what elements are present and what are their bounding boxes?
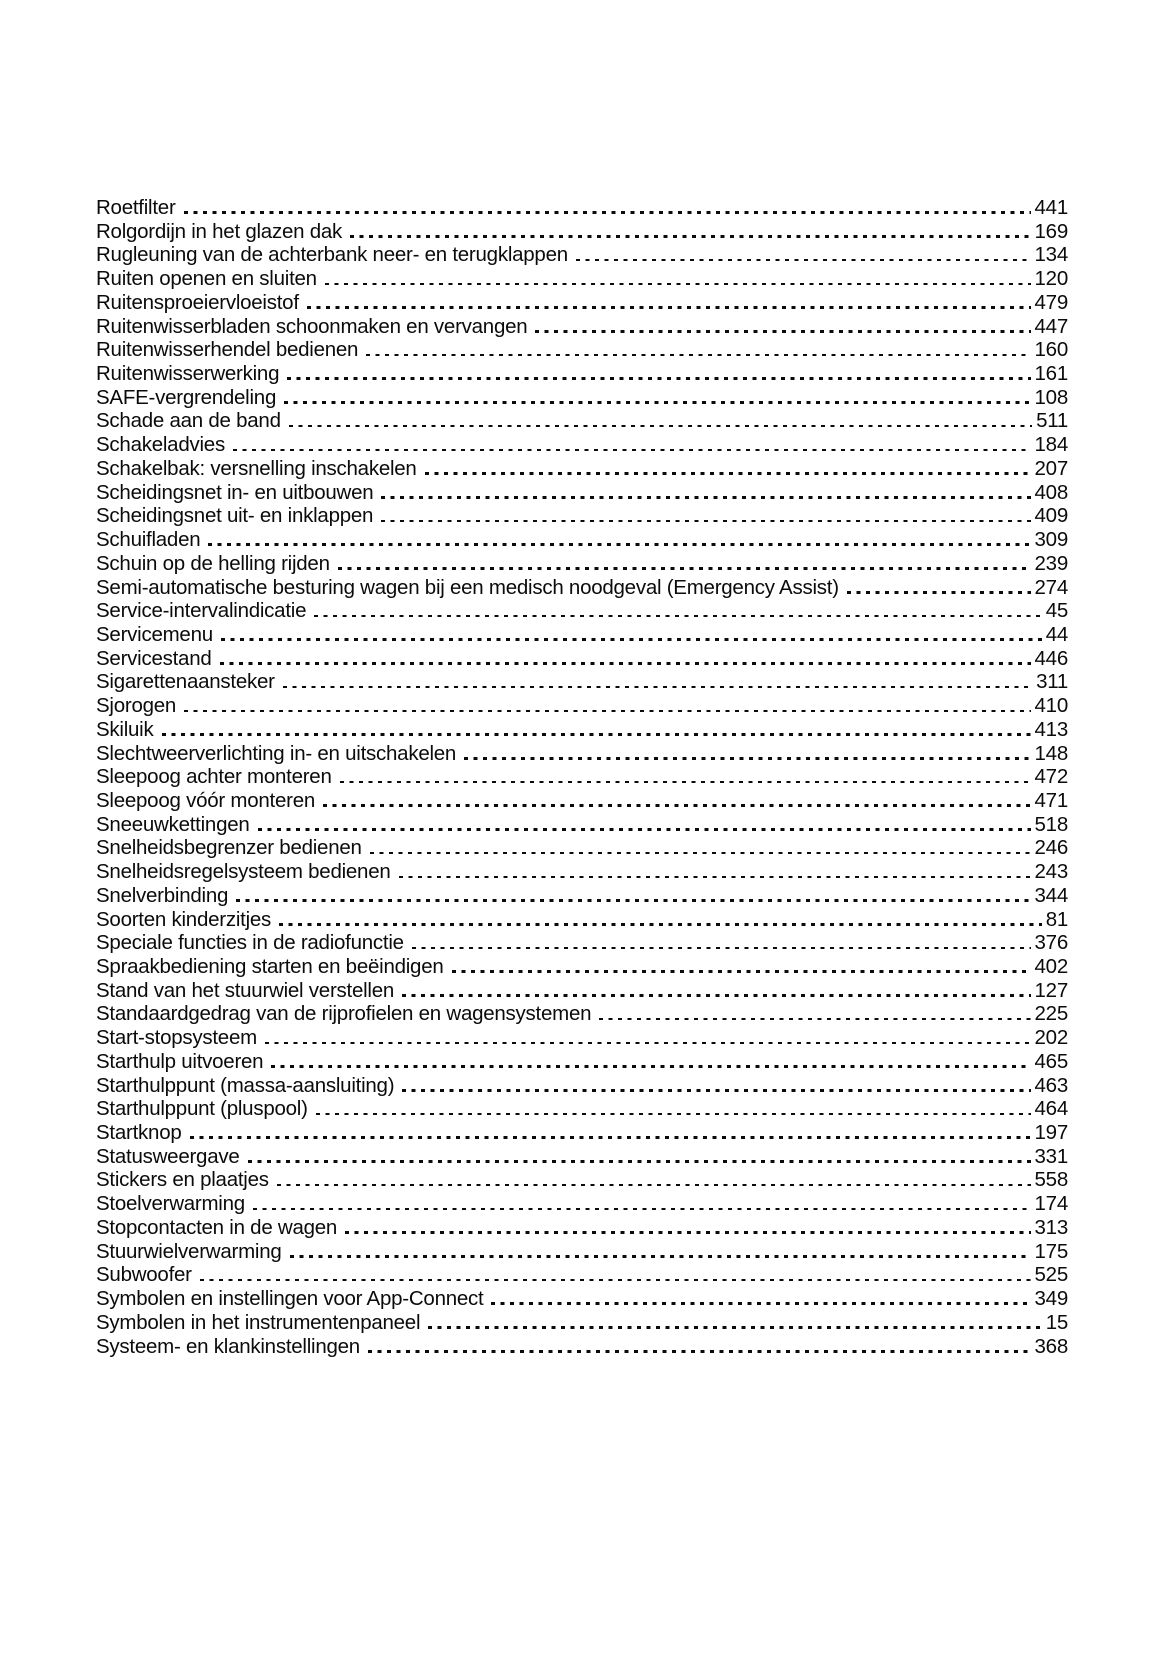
entry-page-number: 511 bbox=[1036, 409, 1068, 433]
entry-page-number: 309 bbox=[1034, 528, 1068, 552]
dot-leader bbox=[221, 638, 1042, 641]
entry-label: Rugleuning van de achterbank neer- en terugklappen bbox=[96, 243, 568, 267]
dot-leader bbox=[233, 449, 1031, 452]
index-entry bbox=[96, 670, 1068, 694]
dot-leader bbox=[290, 1255, 1031, 1258]
entry-label: Snelverbinding bbox=[96, 883, 229, 907]
entry-page-number: 197 bbox=[1034, 1121, 1068, 1145]
index-entry bbox=[96, 386, 1068, 410]
index-entry bbox=[96, 955, 1068, 979]
index-entry bbox=[96, 979, 1068, 1003]
entry-label: Semi-automatische besturing wagen bij een medisch noodgeval (Emergency Assist) bbox=[96, 575, 839, 599]
entry-label: Schakeladvies bbox=[96, 433, 225, 457]
entry-label: Statusweergave bbox=[96, 1144, 240, 1168]
entry-label: Sneeuwkettingen bbox=[96, 812, 250, 836]
entry-page-number: 161 bbox=[1034, 362, 1068, 386]
entry-page-number: 313 bbox=[1034, 1215, 1068, 1239]
index-entry bbox=[96, 267, 1068, 291]
index-entry bbox=[96, 220, 1068, 244]
dot-leader bbox=[253, 1208, 1031, 1211]
index-entry bbox=[96, 362, 1068, 386]
entry-label: Spraakbediening starten en beëindigen bbox=[96, 955, 444, 978]
entry-page-number: 127 bbox=[1034, 978, 1068, 1002]
entry-label: Service-intervalindicatie bbox=[96, 599, 307, 623]
dot-leader bbox=[265, 1042, 1031, 1045]
dot-leader bbox=[184, 710, 1030, 713]
entry-label: Stuurwielverwarming bbox=[96, 1239, 282, 1263]
index-entry bbox=[96, 765, 1068, 789]
dot-leader bbox=[271, 1065, 1030, 1068]
entry-page-number: 446 bbox=[1034, 646, 1068, 670]
entry-label: Stickers en plaatjes bbox=[96, 1168, 269, 1192]
entry-page-number: 471 bbox=[1034, 788, 1068, 812]
entry-page-number: 402 bbox=[1034, 955, 1068, 978]
index-entry bbox=[96, 1216, 1068, 1240]
entry-page-number: 134 bbox=[1034, 243, 1068, 267]
index-entry bbox=[96, 1240, 1068, 1264]
entry-label: Stoelverwarming bbox=[96, 1192, 245, 1216]
dot-leader bbox=[208, 543, 1030, 546]
entry-page-number: 479 bbox=[1034, 290, 1068, 314]
entry-page-number: 243 bbox=[1034, 860, 1068, 884]
entry-label: Subwoofer bbox=[96, 1263, 192, 1287]
entry-label: Soorten kinderzitjes bbox=[96, 907, 272, 931]
index-entry bbox=[96, 243, 1068, 267]
index-entry bbox=[96, 813, 1068, 837]
index-entry bbox=[96, 1145, 1068, 1169]
dot-leader bbox=[277, 1184, 1031, 1187]
entry-page-number: 274 bbox=[1034, 575, 1068, 599]
entry-page-number: 525 bbox=[1034, 1263, 1068, 1287]
dot-leader bbox=[200, 1279, 1031, 1282]
index-entry bbox=[96, 1192, 1068, 1216]
index-entry bbox=[96, 908, 1068, 932]
entry-label: Sleepoog vóór monteren bbox=[96, 788, 316, 812]
dot-leader bbox=[576, 259, 1031, 262]
dot-leader bbox=[399, 876, 1031, 879]
dot-leader bbox=[323, 804, 1031, 807]
dot-leader bbox=[428, 1326, 1041, 1329]
dot-leader bbox=[412, 947, 1031, 950]
entry-label: Starthulppunt (pluspool) bbox=[96, 1097, 308, 1121]
index-entry bbox=[96, 1050, 1068, 1074]
entry-label: Stand van het stuurwiel verstellen bbox=[96, 978, 395, 1002]
dot-leader bbox=[599, 1018, 1030, 1021]
entry-page-number: 175 bbox=[1034, 1239, 1068, 1263]
entry-page-number: 160 bbox=[1034, 338, 1068, 362]
index-entry bbox=[96, 481, 1068, 505]
entry-label: Startknop bbox=[96, 1121, 182, 1145]
entry-label: Start-stopsysteem bbox=[96, 1026, 257, 1050]
entry-label: Slechtweerverlichting in- en uitschakelen bbox=[96, 741, 457, 765]
index-entry bbox=[96, 409, 1068, 433]
index-entry bbox=[96, 789, 1068, 813]
entry-page-number: 202 bbox=[1034, 1026, 1068, 1050]
entry-page-number: 169 bbox=[1034, 219, 1068, 243]
entry-page-number: 408 bbox=[1034, 480, 1068, 504]
index-list bbox=[96, 196, 1068, 1358]
dot-leader bbox=[220, 662, 1031, 665]
entry-label: Servicemenu bbox=[96, 622, 213, 646]
entry-page-number: 368 bbox=[1034, 1334, 1068, 1358]
entry-label: Ruitenwisserwerking bbox=[96, 362, 280, 386]
entry-label: Sjorogen bbox=[96, 694, 177, 718]
dot-leader bbox=[316, 1113, 1031, 1116]
dot-leader bbox=[370, 852, 1031, 855]
entry-label: Symbolen in het instrumentenpaneel bbox=[96, 1310, 421, 1334]
dot-leader bbox=[289, 425, 1032, 428]
entry-page-number: 463 bbox=[1034, 1073, 1068, 1097]
dot-leader bbox=[368, 1350, 1031, 1353]
index-entry bbox=[96, 315, 1068, 339]
index-entry bbox=[96, 1002, 1068, 1026]
dot-leader bbox=[248, 1160, 1031, 1163]
entry-page-number: 410 bbox=[1034, 694, 1068, 718]
dot-leader bbox=[381, 520, 1030, 523]
entry-page-number: 558 bbox=[1034, 1168, 1068, 1192]
dot-leader bbox=[287, 377, 1030, 380]
index-entry bbox=[96, 1026, 1068, 1050]
entry-label: Scheidingsnet in- en uitbouwen bbox=[96, 480, 374, 504]
index-entry bbox=[96, 718, 1068, 742]
dot-leader bbox=[284, 401, 1030, 404]
entry-page-number: 174 bbox=[1034, 1192, 1068, 1216]
dot-leader bbox=[307, 306, 1031, 309]
entry-label: Ruitenwisserhendel bedienen bbox=[96, 338, 359, 362]
entry-label: Stopcontacten in de wagen bbox=[96, 1215, 338, 1239]
index-entry bbox=[96, 694, 1068, 718]
entry-page-number: 15 bbox=[1045, 1310, 1068, 1334]
dot-leader bbox=[366, 354, 1030, 357]
dot-leader bbox=[402, 994, 1031, 997]
dot-leader bbox=[340, 781, 1031, 784]
entry-label: Starthulp uitvoeren bbox=[96, 1049, 264, 1073]
index-entry bbox=[96, 931, 1068, 955]
entry-page-number: 311 bbox=[1036, 670, 1068, 694]
entry-label: Ruiten openen en sluiten bbox=[96, 267, 317, 291]
entry-label: Ruitenwisserbladen schoonmaken en vervangen bbox=[96, 314, 528, 338]
dot-leader bbox=[345, 1231, 1030, 1234]
entry-label: Sleepoog achter monteren bbox=[96, 765, 332, 789]
entry-label: Systeem- en klankinstellingen bbox=[96, 1334, 360, 1358]
index-entry bbox=[96, 1335, 1068, 1359]
entry-page-number: 246 bbox=[1034, 836, 1068, 860]
entry-label: Ruitensproeiervloeistof bbox=[96, 290, 299, 314]
index-entry bbox=[96, 1287, 1068, 1311]
dot-leader bbox=[452, 970, 1031, 973]
index-entry bbox=[96, 1121, 1068, 1145]
dot-leader bbox=[184, 211, 1031, 214]
dot-leader bbox=[491, 1302, 1030, 1305]
entry-page-number: 207 bbox=[1034, 456, 1068, 480]
index-entry bbox=[96, 552, 1068, 576]
entry-label: Skiluik bbox=[96, 717, 154, 741]
dot-leader bbox=[847, 591, 1031, 594]
index-entry bbox=[96, 1168, 1068, 1192]
dot-leader bbox=[314, 615, 1041, 618]
entry-label: Sigarettenaansteker bbox=[96, 670, 275, 694]
index-entry bbox=[96, 1311, 1068, 1335]
entry-page-number: 349 bbox=[1034, 1287, 1068, 1311]
entry-page-number: 331 bbox=[1034, 1144, 1068, 1168]
index-entry bbox=[96, 1074, 1068, 1098]
entry-page-number: 472 bbox=[1034, 765, 1068, 789]
index-entry bbox=[96, 836, 1068, 860]
entry-label: Snelheidsregelsysteem bedienen bbox=[96, 860, 391, 884]
entry-page-number: 44 bbox=[1045, 622, 1068, 646]
dot-leader bbox=[279, 923, 1042, 926]
dot-leader bbox=[350, 235, 1031, 238]
entry-label: Schuin op de helling rijden bbox=[96, 551, 330, 575]
entry-page-number: 239 bbox=[1034, 551, 1068, 575]
dot-leader bbox=[190, 1136, 1031, 1139]
dot-leader bbox=[325, 283, 1031, 286]
entry-label: Servicestand bbox=[96, 646, 212, 670]
entry-page-number: 413 bbox=[1034, 717, 1068, 741]
entry-page-number: 184 bbox=[1034, 433, 1068, 457]
dot-leader bbox=[381, 496, 1030, 499]
index-entry bbox=[96, 196, 1068, 220]
entry-page-number: 518 bbox=[1034, 812, 1068, 836]
dot-leader bbox=[402, 1089, 1030, 1092]
entry-label: Schade aan de band bbox=[96, 409, 281, 433]
entry-label: Scheidingsnet uit- en inklappen bbox=[96, 504, 374, 528]
entry-page-number: 108 bbox=[1034, 385, 1068, 409]
entry-page-number: 376 bbox=[1034, 931, 1068, 955]
dot-leader bbox=[338, 567, 1031, 570]
entry-page-number: 81 bbox=[1045, 907, 1068, 931]
index-entry bbox=[96, 338, 1068, 362]
index-entry bbox=[96, 1263, 1068, 1287]
entry-page-number: 441 bbox=[1034, 196, 1068, 219]
index-entry bbox=[96, 291, 1068, 315]
dot-leader bbox=[464, 757, 1030, 760]
index-entry bbox=[96, 860, 1068, 884]
index-entry bbox=[96, 647, 1068, 671]
index-entry bbox=[96, 457, 1068, 481]
entry-page-number: 45 bbox=[1045, 599, 1068, 623]
entry-label: Snelheidsbegrenzer bedienen bbox=[96, 836, 362, 860]
entry-page-number: 148 bbox=[1034, 741, 1068, 765]
entry-page-number: 120 bbox=[1034, 267, 1068, 291]
index-entry bbox=[96, 528, 1068, 552]
entry-page-number: 464 bbox=[1034, 1097, 1068, 1121]
index-entry bbox=[96, 884, 1068, 908]
dot-leader bbox=[258, 828, 1031, 831]
index-entry bbox=[96, 742, 1068, 766]
index-entry bbox=[96, 623, 1068, 647]
index-entry bbox=[96, 599, 1068, 623]
dot-leader bbox=[283, 686, 1032, 689]
dot-leader bbox=[425, 472, 1031, 475]
entry-page-number: 225 bbox=[1034, 1002, 1068, 1026]
entry-label: Schuifladen bbox=[96, 528, 201, 552]
dot-leader bbox=[535, 330, 1030, 333]
index-entry bbox=[96, 504, 1068, 528]
entry-label: SAFE-vergrendeling bbox=[96, 385, 277, 409]
entry-label: Roetfilter bbox=[96, 196, 176, 219]
dot-leader bbox=[162, 733, 1031, 736]
entry-label: Starthulppunt (massa-aansluiting) bbox=[96, 1073, 395, 1097]
entry-label: Symbolen en instellingen voor App-Connect bbox=[96, 1287, 484, 1311]
entry-label: Schakelbak: versnelling inschakelen bbox=[96, 456, 417, 480]
entry-page-number: 409 bbox=[1034, 504, 1068, 528]
dot-leader bbox=[236, 899, 1030, 902]
index-entry bbox=[96, 576, 1068, 600]
entry-label: Standaardgedrag van de rijprofielen en wagensystemen bbox=[96, 1002, 592, 1026]
entry-label: Speciale functies in de radiofunctie bbox=[96, 931, 404, 955]
entry-label: Rolgordijn in het glazen dak bbox=[96, 219, 342, 243]
entry-page-number: 344 bbox=[1034, 883, 1068, 907]
index-entry bbox=[96, 433, 1068, 457]
index-entry bbox=[96, 1097, 1068, 1121]
entry-page-number: 447 bbox=[1034, 314, 1068, 338]
entry-page-number: 465 bbox=[1034, 1049, 1068, 1073]
